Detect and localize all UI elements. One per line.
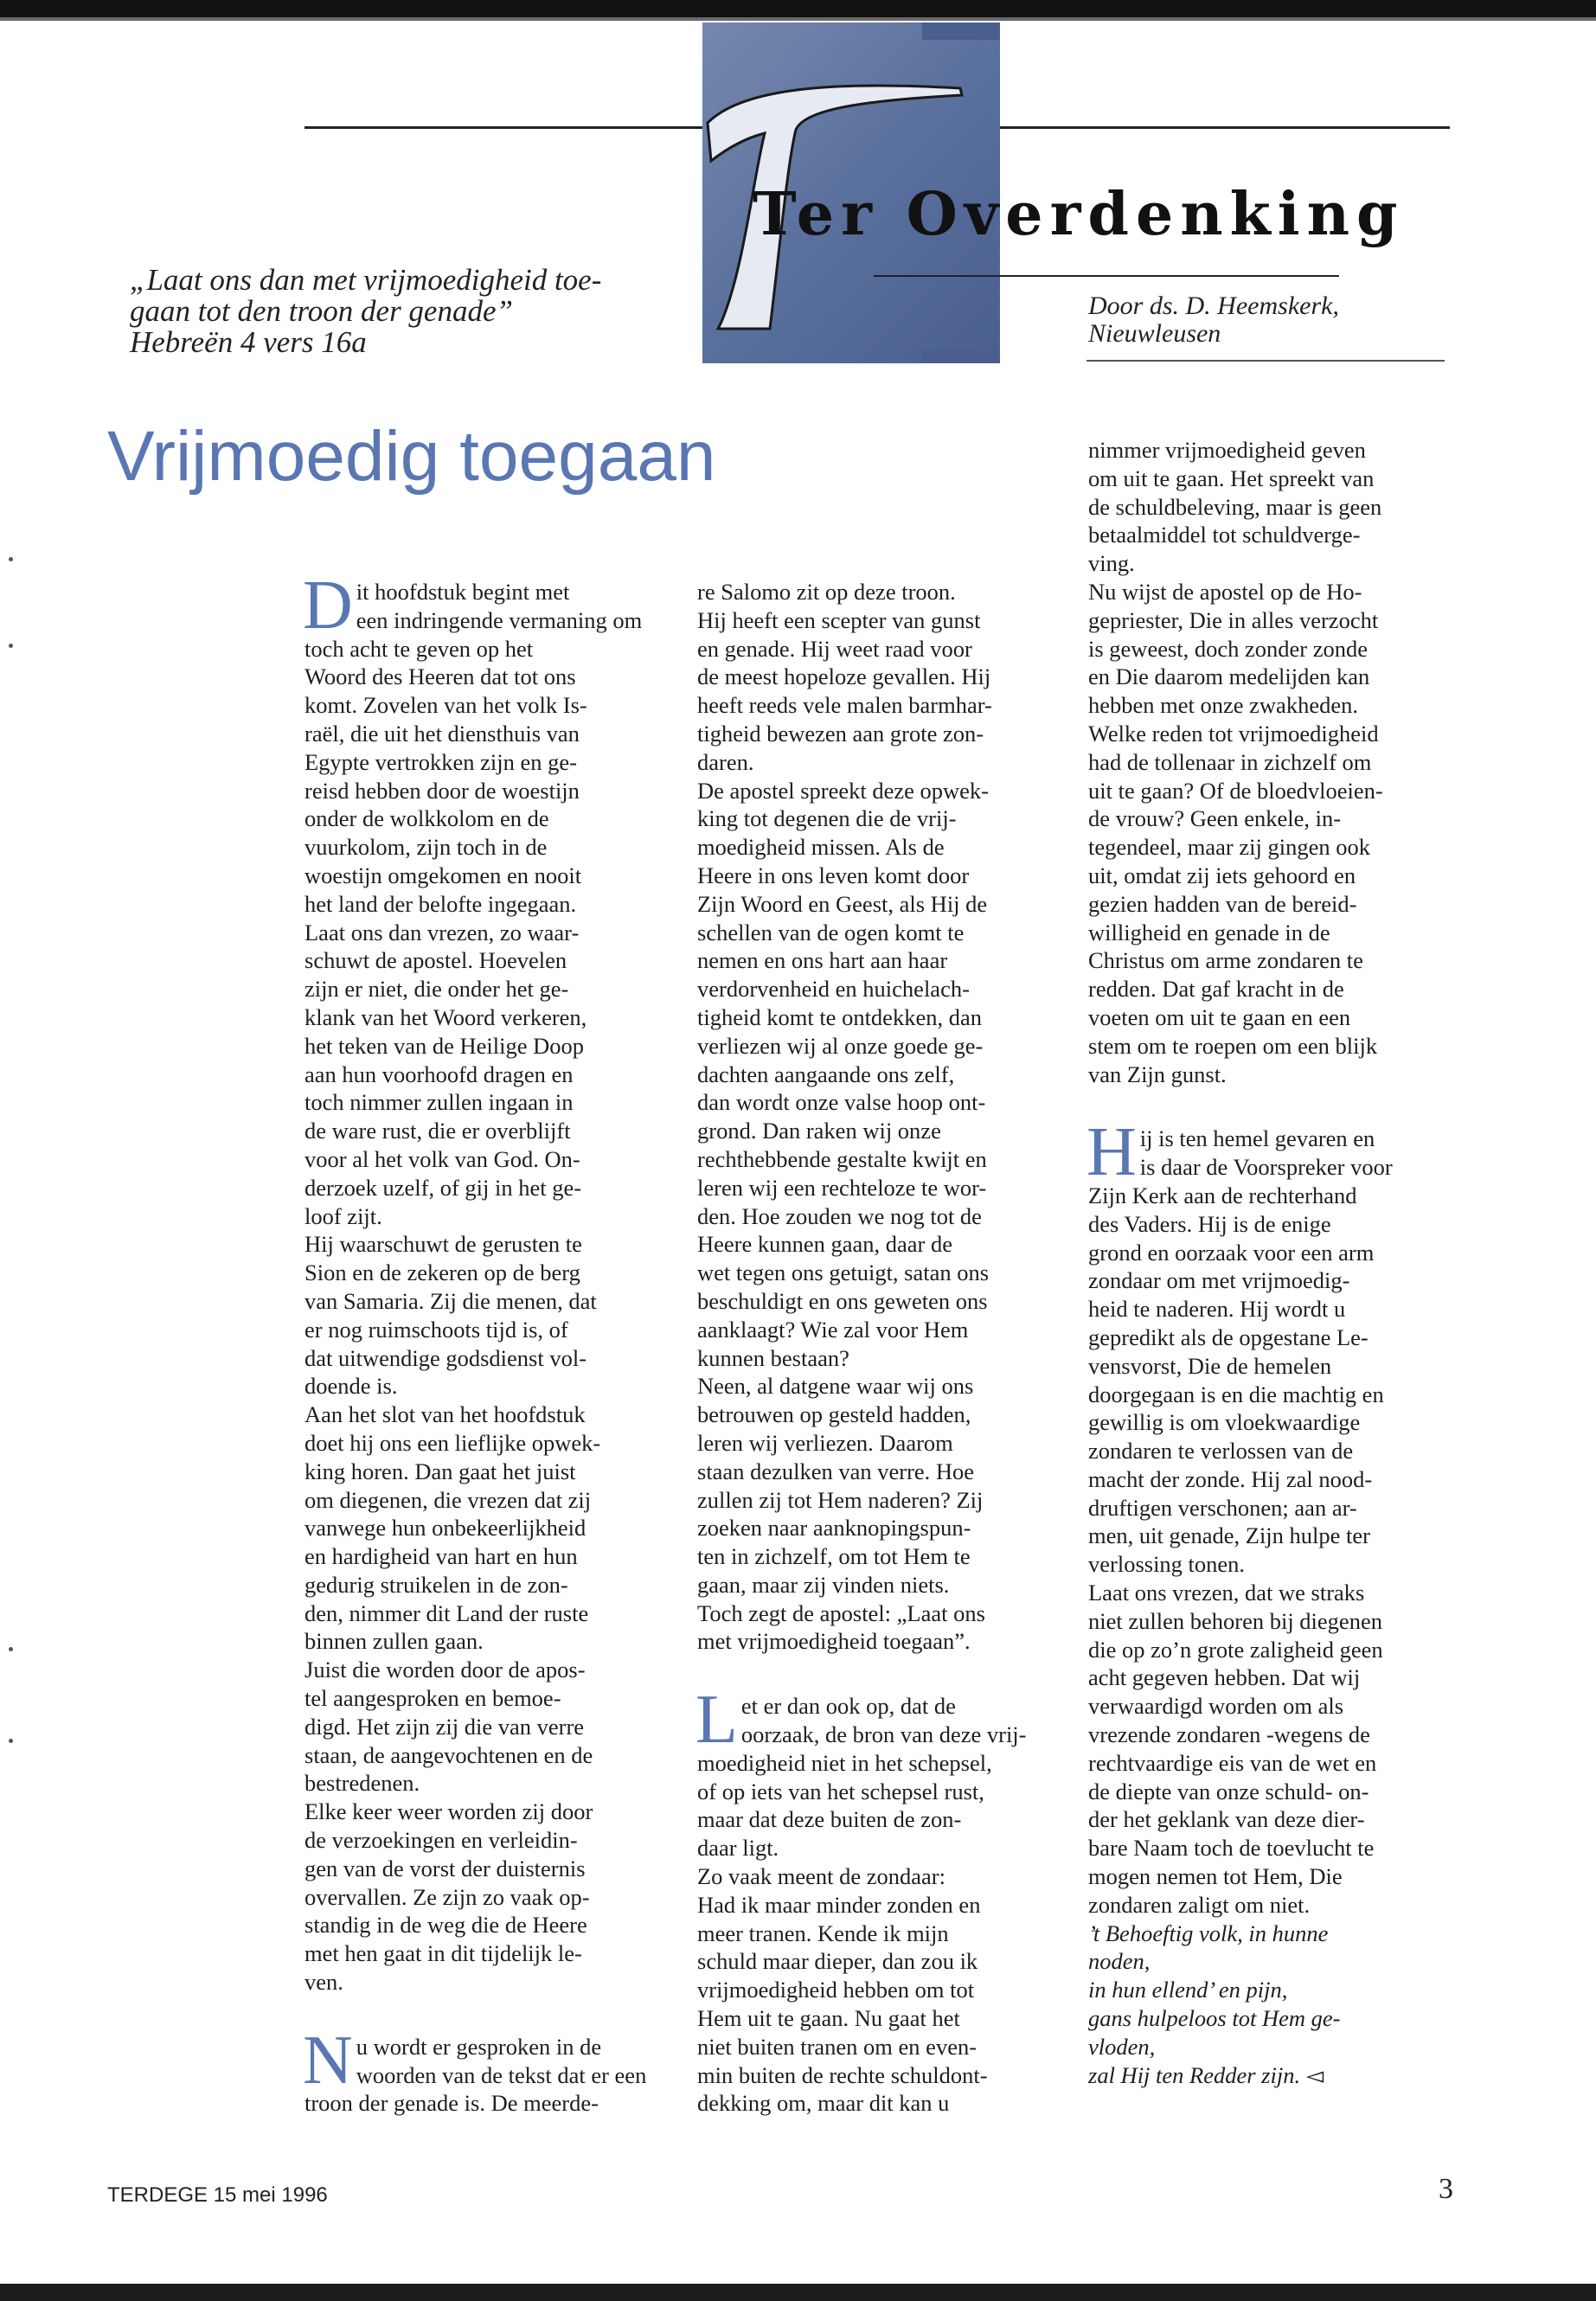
text-line: aanklaagt? Wie zal voor Hem bbox=[697, 1316, 969, 1343]
text-line: heeft reeds vele malen barmhar- bbox=[697, 692, 992, 719]
text-line: in hun ellend’ en pijn, bbox=[1088, 1977, 1288, 2003]
text-line: aan hun voorhoofd dragen en bbox=[304, 1061, 574, 1087]
text-line: is daar de Voorspreker voor bbox=[1139, 1154, 1393, 1181]
paragraph bbox=[303, 567, 651, 1997]
paragraph-lines bbox=[695, 1682, 1061, 2118]
text-line: Hij heeft een scepter van gunst bbox=[697, 606, 981, 633]
text-line: Aan het slot van het hoofdstuk bbox=[304, 1401, 586, 1428]
text-line: met hen gaat in dit tijdelijk le- bbox=[304, 1940, 582, 1967]
scan-dot bbox=[9, 1739, 13, 1743]
text-line: doet hij ons een lieflijke opwek- bbox=[304, 1429, 601, 1456]
text-line: loof zijt. bbox=[304, 1202, 382, 1229]
text-line: leren wij verliezen. Daarom bbox=[697, 1429, 953, 1456]
byline bbox=[1088, 292, 1452, 348]
text-line: van Samaria. Zij die menen, dat bbox=[304, 1287, 597, 1314]
scan-dot bbox=[9, 557, 13, 561]
text-line: gepredikt als de opgestane Le- bbox=[1088, 1324, 1368, 1350]
text-line: zoeken naar aanknopingspun- bbox=[697, 1515, 971, 1541]
paragraph bbox=[1086, 1114, 1452, 1919]
text-line: noden, bbox=[1088, 1948, 1151, 1975]
text-line: gezien hadden van de bereid- bbox=[1088, 890, 1357, 917]
text-column-2 bbox=[697, 578, 1061, 2118]
scan-top-edge bbox=[0, 0, 1596, 17]
text-line: vanwege hun onbekeerlijkheid bbox=[304, 1515, 586, 1541]
text-line: kunnen bestaan? bbox=[697, 1344, 849, 1371]
quote-line: gaan tot den troon der genade” bbox=[130, 294, 513, 328]
text-line: stem om te roepen om een blijk bbox=[1088, 1032, 1378, 1059]
text-line: met vrijmoedigheid toegaan”. bbox=[697, 1628, 971, 1655]
text-line: uit, omdat zij iets gehoord en bbox=[1088, 862, 1356, 888]
text-line: voeten om uit te gaan en een bbox=[1088, 1003, 1351, 1030]
scan-dot bbox=[9, 1647, 13, 1651]
text-line: overvallen. Ze zijn zo vaak op- bbox=[304, 1883, 590, 1910]
text-line: die op zo’n grote zaligheid geen bbox=[1088, 1636, 1383, 1663]
text-line: king horen. Dan gaat het juist bbox=[304, 1458, 576, 1484]
text-line: zijn er niet, die onder het ge- bbox=[304, 976, 569, 1003]
text-column-3 bbox=[1088, 436, 1452, 2089]
text-line: Laat ons vrezen, dat we straks bbox=[1088, 1580, 1365, 1606]
text-line: staan, de aangevochtenen en de bbox=[304, 1741, 593, 1768]
text-line: re Salomo zit op deze troon. bbox=[697, 579, 956, 605]
text-line: komt. Zovelen van het volk Is- bbox=[304, 692, 587, 719]
text-line: daren. bbox=[697, 748, 754, 775]
text-line: wet tegen ons getuigt, satan ons bbox=[697, 1259, 990, 1286]
text-line: dan wordt onze valse hoop ont- bbox=[697, 1089, 986, 1116]
text-line: Egypte vertrokken zijn en ge- bbox=[304, 748, 577, 775]
text-line: vrezende zondaren -wegens de bbox=[1088, 1721, 1370, 1748]
text-line: onder de wolkkolom en de bbox=[304, 805, 549, 832]
text-line: De apostel spreekt deze opwek- bbox=[697, 777, 989, 804]
text-line: moedigheid niet in het schepsel, bbox=[697, 1749, 992, 1776]
text-line: en Die daarom medelijden kan bbox=[1088, 663, 1370, 690]
closing-verse bbox=[1088, 1920, 1452, 2090]
byline-author: Door ds. D. Heemskerk, bbox=[1088, 292, 1339, 320]
text-line: zondaren te verlossen van de bbox=[1088, 1438, 1354, 1465]
header-rule-right bbox=[1000, 126, 1450, 129]
text-line: grond. Dan raken wij onze bbox=[697, 1118, 941, 1144]
text-line: den, nimmer dit Land der ruste bbox=[304, 1599, 589, 1626]
text-line: is geweest, doch zonder zonde bbox=[1088, 635, 1368, 662]
text-line: van Zijn gunst. bbox=[1088, 1061, 1227, 1087]
text-line: woorden van de tekst dat er een bbox=[356, 2061, 647, 2088]
text-line: Juist die worden door de apos- bbox=[304, 1657, 586, 1683]
text-line: betrouwen op gesteld hadden, bbox=[697, 1401, 971, 1428]
paragraph bbox=[695, 1682, 1061, 2118]
text-line: vensvorst, Die de hemelen bbox=[1088, 1352, 1332, 1379]
text-line: bestredenen. bbox=[304, 1770, 420, 1797]
header-rule-left bbox=[304, 126, 702, 129]
text-line: et er dan ook op, dat de bbox=[740, 1693, 956, 1720]
text-line: verwaardigd worden om als bbox=[1088, 1693, 1344, 1720]
paragraph-lines bbox=[697, 578, 1061, 1656]
quote-line: „Laat ons dan met vrijmoedigheid toe- bbox=[130, 263, 602, 297]
text-line: doende is. bbox=[304, 1373, 398, 1400]
text-line: vuurkolom, zijn toch in de bbox=[304, 834, 548, 861]
text-line: verdorvenheid en huichelach- bbox=[697, 976, 970, 1003]
drop-cap: L bbox=[695, 1682, 738, 1759]
text-line: gen van de vorst der duisternis bbox=[304, 1855, 586, 1881]
text-line: niet zullen behoren bij diegenen bbox=[1088, 1607, 1382, 1634]
text-line: de schuldbeleving, maar is geen bbox=[1088, 493, 1382, 520]
text-line: digd. Het zijn zij die van verre bbox=[304, 1713, 585, 1740]
text-line: om diegenen, die vrezen dat zij bbox=[304, 1486, 592, 1513]
text-line: willigheid en genade in de bbox=[1088, 919, 1330, 945]
text-line: en hardigheid van hart en hun bbox=[304, 1543, 578, 1570]
scan-bottom-edge bbox=[0, 2284, 1596, 2301]
text-line: toch nimmer zullen ingaan in bbox=[304, 1089, 574, 1116]
text-line: doorgegaan is en die machtig en bbox=[1088, 1381, 1384, 1407]
text-line: Christus om arme zondaren te bbox=[1088, 947, 1363, 974]
text-line: verlossing tonen. bbox=[1088, 1551, 1246, 1578]
text-line: de ware rust, die er overblijft bbox=[304, 1118, 571, 1144]
text-line: nimmer vrijmoedigheid geven bbox=[1088, 437, 1366, 463]
text-line: beschuldigt en ons geweten ons bbox=[697, 1287, 988, 1314]
paragraph-lines bbox=[303, 2022, 651, 2118]
drop-cap: H bbox=[1086, 1114, 1137, 1191]
text-line: daar ligt. bbox=[697, 1835, 779, 1862]
text-line: dat uitwendige godsdienst vol- bbox=[304, 1344, 587, 1371]
text-line: leren wij een rechteloze te wor- bbox=[697, 1174, 987, 1201]
text-line: staan dezulken van verre. Hoe bbox=[697, 1458, 975, 1484]
header-accent-bar-top bbox=[922, 22, 1000, 40]
text-line: derzoek uzelf, of gij in het ge- bbox=[304, 1174, 582, 1201]
text-line: gedurig struikelen in de zon- bbox=[304, 1571, 568, 1598]
text-line: gaan, maar zij vinden niets. bbox=[697, 1571, 950, 1598]
text-line: uit te gaan? Of de bloedvloeien- bbox=[1088, 777, 1383, 804]
text-line: dachten aangaande ons zelf, bbox=[697, 1061, 955, 1087]
text-line: gewillig is om vloekwaardige bbox=[1088, 1409, 1361, 1436]
text-line: meer tranen. Kende ik mijn bbox=[697, 1920, 949, 1946]
text-line: u wordt er gesproken in de bbox=[356, 2033, 602, 2060]
text-line: vrijmoedigheid hebben om tot bbox=[697, 1977, 975, 2003]
text-line: dekking om, maar dit kan u bbox=[697, 2090, 950, 2117]
text-line: rechthebbende gestalte kwijt en bbox=[697, 1145, 987, 1172]
text-line: oorzaak, de bron van deze vrij- bbox=[740, 1721, 1027, 1748]
text-line: hebben met onze zwakheden. bbox=[1088, 692, 1358, 719]
text-line: voor al het volk van God. On- bbox=[304, 1145, 580, 1172]
text-line: Zijn Kerk aan de rechterhand bbox=[1088, 1182, 1357, 1208]
text-line: of op iets van het schepsel rust, bbox=[697, 1778, 984, 1804]
text-line: der het geklank van deze dier- bbox=[1088, 1806, 1365, 1833]
text-line: men, uit genade, Zijn hulpe ter bbox=[1088, 1522, 1370, 1549]
text-line: nemen en ons hart aan haar bbox=[697, 947, 948, 974]
footer-publication: TERDEGE 15 mei 1996 bbox=[107, 2183, 328, 2207]
text-line: de diepte van onze schuld- on- bbox=[1088, 1778, 1369, 1804]
text-line: Neen, al datgene waar wij ons bbox=[697, 1373, 974, 1400]
text-line: zullen zij tot Hem naderen? Zij bbox=[697, 1486, 984, 1513]
text-line: Zo vaak meent de zondaar: bbox=[697, 1863, 945, 1890]
text-line: it hoofdstuk begint met bbox=[356, 579, 570, 605]
text-line: macht der zonde. Hij zal nood- bbox=[1088, 1465, 1373, 1492]
text-line: Hij waarschuwt de gerusten te bbox=[304, 1231, 582, 1258]
text-line: zondaar om met vrijmoedig- bbox=[1088, 1267, 1350, 1294]
text-line: schellen van de ogen komt te bbox=[697, 919, 965, 945]
text-line: vloden, bbox=[1088, 2033, 1156, 2060]
text-line: er nog ruimschoots tijd is, of bbox=[304, 1316, 568, 1343]
text-line: Heere in ons leven komt door bbox=[697, 862, 970, 888]
text-line: raël, die uit het diensthuis van bbox=[304, 720, 580, 747]
byline-place: Nieuwleusen bbox=[1088, 319, 1221, 348]
page-number: 3 bbox=[1439, 2173, 1453, 2205]
text-line: schuld maar dieper, dan zou ik bbox=[697, 1948, 978, 1975]
text-line: standig in de weg die de Heere bbox=[304, 1912, 587, 1939]
text-line: Hem uit te gaan. Nu gaat het bbox=[697, 2005, 960, 2032]
header-rule-under-title bbox=[874, 275, 1339, 277]
byline-rule bbox=[1086, 360, 1445, 362]
text-line: ten in zichzelf, om tot Hem te bbox=[697, 1543, 971, 1570]
text-line: tigheid komt te ontdekken, dan bbox=[697, 1003, 982, 1030]
text-line: verliezen wij al onze goede ge- bbox=[697, 1032, 984, 1059]
text-line: tel aangesproken en bemoe- bbox=[304, 1685, 561, 1712]
text-line: Welke reden tot vrijmoedigheid bbox=[1088, 720, 1379, 747]
text-line: gans hulpeloos tot Hem ge- bbox=[1088, 2005, 1341, 2032]
section-title: Ter Overdenking bbox=[753, 180, 1405, 249]
text-line: maar dat deze buiten de zon- bbox=[697, 1806, 962, 1833]
text-line: het teken van de Heilige Doop bbox=[304, 1032, 585, 1059]
text-line: zondaren zaligt om niet. bbox=[1088, 1891, 1311, 1918]
scan-dot bbox=[9, 644, 13, 648]
text-line: Zijn Woord en Geest, als Hij de bbox=[697, 890, 988, 917]
text-line: king tot degenen die de vrij- bbox=[697, 805, 957, 832]
text-line: om uit te gaan. Het spreekt van bbox=[1088, 465, 1375, 491]
text-line: heid te naderen. Hij wordt u bbox=[1088, 1296, 1346, 1323]
quote-reference: Hebreën 4 vers 16a bbox=[130, 325, 367, 359]
text-line: klank van het Woord verkeren, bbox=[304, 1003, 587, 1030]
drop-cap: D bbox=[303, 567, 353, 644]
text-line: Toch zegt de apostel: „Laat ons bbox=[697, 1599, 985, 1626]
text-line: redden. Dat gaf kracht in de bbox=[1088, 976, 1344, 1003]
text-line: binnen zullen gaan. bbox=[304, 1628, 484, 1655]
text-line: ving. bbox=[1088, 550, 1135, 577]
text-line: Woord des Heeren dat tot ons bbox=[304, 663, 576, 690]
paragraph bbox=[303, 2022, 651, 2118]
text-line: moedigheid missen. Als de bbox=[697, 834, 945, 861]
scripture-quote bbox=[130, 265, 683, 358]
text-line: de meest hopeloze gevallen. Hij bbox=[697, 663, 991, 690]
paragraph-lines bbox=[303, 567, 651, 1997]
text-line: Sion en de zekeren op de berg bbox=[304, 1259, 580, 1286]
text-line: rechtvaardige eis van de wet en bbox=[1088, 1749, 1377, 1776]
text-line: mogen nemen tot Hem, Die bbox=[1088, 1863, 1343, 1890]
text-line: ’t Behoeftig volk, in hunne bbox=[1088, 1920, 1329, 1946]
text-line: Heere kunnen gaan, daar de bbox=[697, 1231, 953, 1258]
text-line: tegendeel, maar zij gingen ook bbox=[1088, 834, 1370, 861]
text-line: den. Hoe zouden we nog tot de bbox=[697, 1202, 982, 1229]
text-line: druftigen verschonen; aan ar- bbox=[1088, 1494, 1357, 1521]
scan-top-edge-shadow bbox=[0, 17, 1596, 21]
text-line: niet buiten tranen om en even- bbox=[697, 2033, 977, 2060]
article-title: Vrijmoedig toegaan bbox=[107, 417, 716, 496]
text-line: toch acht te geven op het bbox=[304, 635, 534, 662]
text-line: Had ik maar minder zonden en bbox=[697, 1891, 981, 1918]
text-line: zal Hij ten Redder zijn. ◅ bbox=[1088, 2061, 1324, 2088]
text-column-1 bbox=[303, 567, 651, 2118]
text-line: had de tollenaar in zichzelf om bbox=[1088, 748, 1372, 775]
text-line: reisd hebben door de woestijn bbox=[304, 777, 580, 804]
paragraph-lines bbox=[1088, 436, 1452, 1088]
header-accent-bar-bottom bbox=[922, 349, 1000, 363]
text-line: acht gegeven hebben. Dat wij bbox=[1088, 1664, 1361, 1691]
text-line: Nu wijst de apostel op de Ho- bbox=[1088, 578, 1362, 605]
text-line: des Vaders. Hij is de enige bbox=[1088, 1210, 1331, 1237]
text-line: betaalmiddel tot schuldverge- bbox=[1088, 522, 1361, 548]
text-line: de verzoekingen en verleidin- bbox=[304, 1827, 578, 1854]
text-line: de vrouw? Geen enkele, in- bbox=[1088, 805, 1342, 832]
text-line: min buiten de rechte schuldont- bbox=[697, 2061, 988, 2088]
text-line: troon der genade is. De meerde- bbox=[304, 2090, 599, 2117]
text-line: tigheid bewezen aan grote zon- bbox=[697, 720, 984, 747]
drop-cap: N bbox=[303, 2022, 353, 2099]
text-line: het land der belofte ingegaan. bbox=[304, 890, 577, 917]
text-line: woestijn omgekomen en nooit bbox=[304, 862, 582, 888]
text-line: en genade. Hij weet raad voor bbox=[697, 635, 972, 662]
text-line: Elke keer weer worden zij door bbox=[304, 1798, 593, 1825]
text-line: gepriester, Die in alles verzocht bbox=[1088, 606, 1379, 633]
text-line: Laat ons dan vrezen, zo waar- bbox=[304, 919, 580, 945]
text-line: schuwt de apostel. Hoevelen bbox=[304, 947, 567, 974]
text-line: ij is ten hemel gevaren en bbox=[1139, 1125, 1375, 1152]
text-line: grond en oorzaak voor een arm bbox=[1088, 1239, 1375, 1266]
text-line: bare Naam toch de toevlucht te bbox=[1088, 1835, 1375, 1862]
text-line: een indringende vermaning om bbox=[356, 606, 643, 633]
text-line: ven. bbox=[304, 1969, 343, 1996]
paragraph-lines bbox=[1086, 1114, 1452, 1919]
